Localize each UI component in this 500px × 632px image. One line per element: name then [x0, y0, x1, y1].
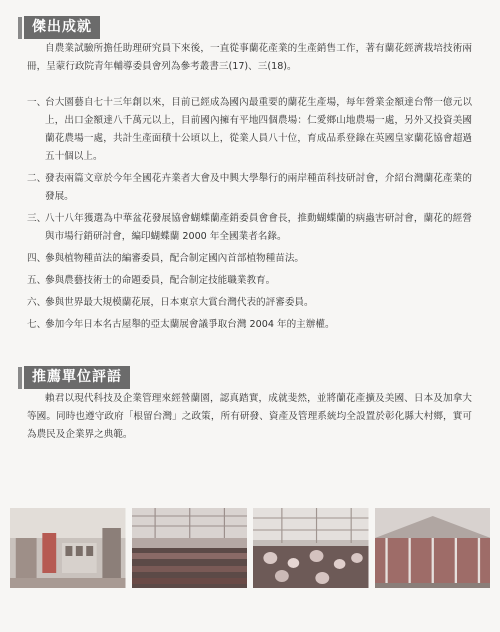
section-header-achievements: [18, 16, 100, 39]
photo-greenhouse-1: [132, 508, 248, 588]
list-item: [27, 210, 472, 246]
photo-greenhouse-exterior: [375, 508, 491, 588]
list-item: [27, 316, 472, 334]
section-header-recommendation: [18, 366, 130, 389]
photo-greenhouse-2: [253, 508, 369, 588]
list-item-number: 六、: [27, 297, 47, 308]
list-item-number: 一、: [27, 97, 47, 108]
section-title: 推薦單位評語: [24, 366, 130, 389]
list-item-number: 七、: [27, 319, 47, 330]
list-item-text: 參與農藝技術士的命題委員，配合制定技能職業教育。: [45, 275, 276, 286]
list-item-text: 八十八年獲選為中華盆花發展協會蝴蝶蘭產銷委員會會長，推動蝴蝶蘭的病蟲害研討會，蘭花的經營與市場行銷研討會，編印蝴蝶蘭 2000 年全國業者名錄。: [45, 213, 472, 242]
achievement-list: [27, 94, 472, 338]
header-decoration: [18, 17, 22, 39]
list-item-number: 五、: [27, 275, 47, 286]
list-item: [27, 250, 472, 268]
recommendation-paragraph: 賴君以現代科技及企業管理來經營蘭園，認真踏實，成就斐然，並將蘭花產擴及美國、日本及加拿大等國。同時也遵守政府「根留台灣」之政策，所有研發、資產及管理系統均全設置於彰化縣大村鄉，實可為農民及企業界之典範。: [27, 393, 472, 440]
list-item: [27, 170, 472, 206]
list-item-text: 參與世界最大規模蘭花展，日本東京大賞台灣代表的評審委員。: [45, 297, 314, 308]
list-item-text: 參與植物種苗法的編審委員，配合制定國內首部植物種苗法。: [45, 253, 305, 264]
section-title: 傑出成就: [24, 16, 100, 39]
list-item-number: 四、: [27, 253, 47, 264]
list-item-text: 台大園藝自七十三年創以來，目前已經成為國內最重要的蘭花生產場，每年營業金額達台幣一億元以上，出口金額達八千萬元以上，目前國內擁有平地四個農場：仁愛鄉山地農場一處，另外又投資美國蘭花農場一處，共計生產面積十公頃以上，從業人員八十位，育成品系登錄在英國皇家蘭花協會超過五十個以上。: [45, 97, 472, 162]
photo-lab-interior: [10, 508, 126, 588]
list-item-text: 發表兩篇文章於今年全國花卉業者大會及中興大學舉行的兩岸種苗科技研討會，介紹台灣蘭花產業的發展。: [45, 173, 472, 202]
intro-paragraph: 自農業試驗所擔任助理研究員下來後，一直從事蘭花產業的生產銷售工作，著有蘭花經濟栽培技術兩冊，呈蒙行政院青年輔導委員會列為參考叢書三(17)、三(18)。: [27, 43, 472, 72]
list-item: [27, 272, 472, 290]
header-decoration: [18, 367, 22, 389]
photo-strip: [10, 508, 490, 588]
list-item: [27, 94, 472, 166]
list-item-number: 二、: [27, 173, 47, 184]
list-item: [27, 294, 472, 312]
list-item-text: 參加今年日本名古屋舉的亞太蘭展會議爭取台灣 2004 年的主辦權。: [45, 319, 335, 330]
list-item-number: 三、: [27, 213, 47, 224]
